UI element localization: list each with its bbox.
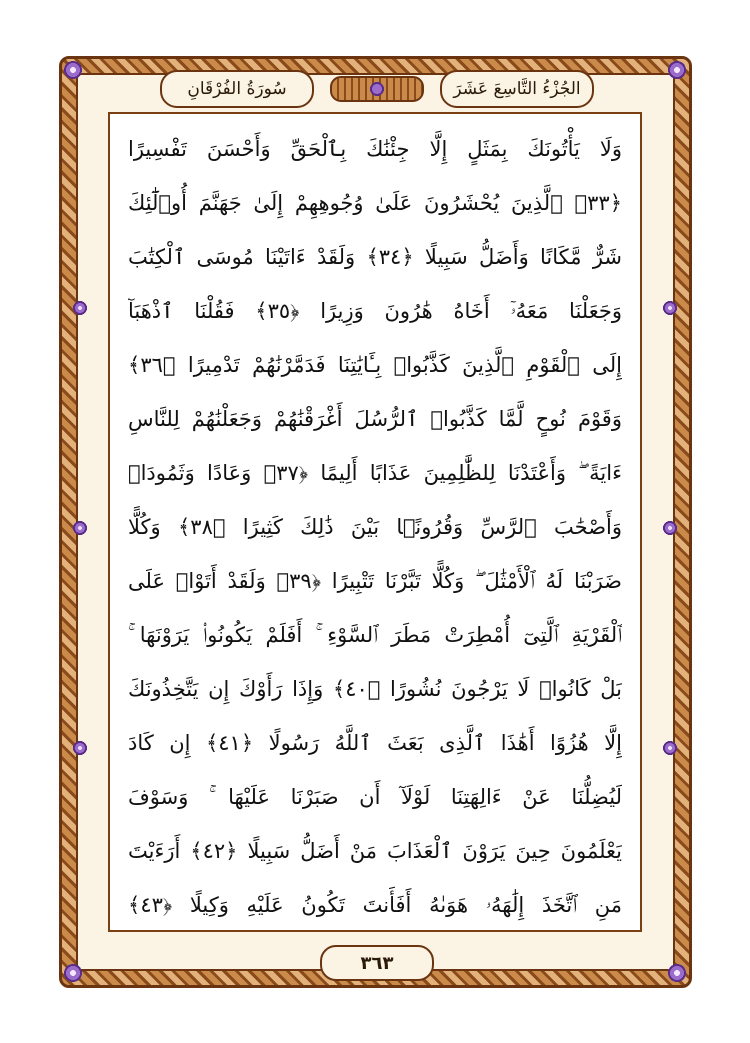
quran-line: وَقَوْمَ نُوحٍ لَّمَّا كَذَّبُوا۟ ٱلرُّسُلَ أَغْرَقْنَٰهُمْ وَجَعَلْنَٰهُمْ لِلنَّاسِ bbox=[128, 407, 622, 431]
quran-line: ضَرَبْنَا لَهُ ٱلْأَمْثَٰلَ ۖ وَكُلًّا تَبَّرْنَا تَتْبِيرًا ﴿٣٩﴾ وَلَقَدْ أَتَوْا۟ عَلَى bbox=[128, 569, 622, 593]
quran-line: وَجَعَلْنَا مَعَهُۥٓ أَخَاهُ هَٰرُونَ وَزِيرًا ﴿٣٥﴾ فَقُلْنَا ٱذْهَبَآ bbox=[128, 299, 622, 323]
side-flower-icon bbox=[662, 300, 678, 316]
side-flower-icon bbox=[662, 740, 678, 756]
quran-line: لَيُضِلُّنَا عَنْ ءَالِهَتِنَا لَوْلَآ أَن صَبَرْنَا عَلَيْهَا ۚ وَسَوْفَ bbox=[128, 785, 622, 809]
quran-line: ﴿٣٣﴾ ٱلَّذِينَ يُحْشَرُونَ عَلَىٰ وُجُوهِهِمْ إِلَىٰ جَهَنَّمَ أُو۟لَٰٓئِكَ bbox=[128, 191, 622, 215]
quran-line: وَأَصْحَٰبَ ٱلرَّسِّ وَقُرُونًۢا بَيْنَ ذَٰلِكَ كَثِيرًا ﴿٣٨﴾ وَكُلًّا bbox=[128, 515, 622, 539]
corner-flower-icon bbox=[666, 962, 688, 984]
quran-line: إِلَّا هُزُوًا أَهَٰذَا ٱلَّذِى بَعَثَ ٱللَّهُ رَسُولًا ﴿٤١﴾ إِن كَادَ bbox=[128, 731, 622, 755]
header-ornament-icon bbox=[330, 76, 424, 102]
page-number: ٣٦٣ bbox=[320, 945, 434, 981]
juz-label: الجُزْءُ التَّاسِعَ عَشَرَ bbox=[440, 70, 594, 108]
quran-line: إِلَى ٱلْقَوْمِ ٱلَّذِينَ كَذَّبُوا۟ بِـَٔايَٰتِنَا فَدَمَّرْنَٰهُمْ تَدْمِيرًا ﴿٣٦﴾ bbox=[128, 353, 622, 377]
quran-line: شَرٌّ مَّكَانًا وَأَضَلُّ سَبِيلًا ﴿٣٤﴾ وَلَقَدْ ءَاتَيْنَا مُوسَى ٱلْكِتَٰبَ bbox=[128, 245, 622, 269]
surah-label: سُورَةُ الفُرْقَانِ bbox=[160, 70, 314, 108]
quran-line: ءَايَةً ۖ وَأَعْتَدْنَا لِلظَّٰلِمِينَ عَذَابًا أَلِيمًا ﴿٣٧﴾ وَعَادًا وَثَمُودَا۟ bbox=[128, 461, 622, 485]
corner-flower-icon bbox=[666, 59, 688, 81]
quran-line: مَنِ ٱتَّخَذَ إِلَٰهَهُۥ هَوَىٰهُ أَفَأَنتَ تَكُونُ عَلَيْهِ وَكِيلًا ﴿٤٣﴾ bbox=[128, 893, 622, 917]
quran-line: ٱلْقَرْيَةِ ٱلَّتِىٓ أُمْطِرَتْ مَطَرَ ٱلسَّوْءِ ۚ أَفَلَمْ يَكُونُوا۟ يَرَوْنَهَا ۚ bbox=[128, 623, 622, 647]
side-flower-icon bbox=[72, 520, 88, 536]
side-flower-icon bbox=[72, 740, 88, 756]
corner-flower-icon bbox=[62, 962, 84, 984]
quran-line: وَلَا يَأْتُونَكَ بِمَثَلٍ إِلَّا جِئْنَٰكَ بِٱلْحَقِّ وَأَحْسَنَ تَفْسِيرًا bbox=[128, 137, 622, 161]
side-flower-icon bbox=[662, 520, 678, 536]
side-flower-icon bbox=[72, 300, 88, 316]
corner-flower-icon bbox=[62, 59, 84, 81]
quran-line: بَلْ كَانُوا۟ لَا يَرْجُونَ نُشُورًا ﴿٤٠﴾ وَإِذَا رَأَوْكَ إِن يَتَّخِذُونَكَ bbox=[128, 677, 622, 701]
quran-line: يَعْلَمُونَ حِينَ يَرَوْنَ ٱلْعَذَابَ مَنْ أَضَلُّ سَبِيلًا ﴿٤٢﴾ أَرَءَيْتَ bbox=[128, 839, 622, 863]
